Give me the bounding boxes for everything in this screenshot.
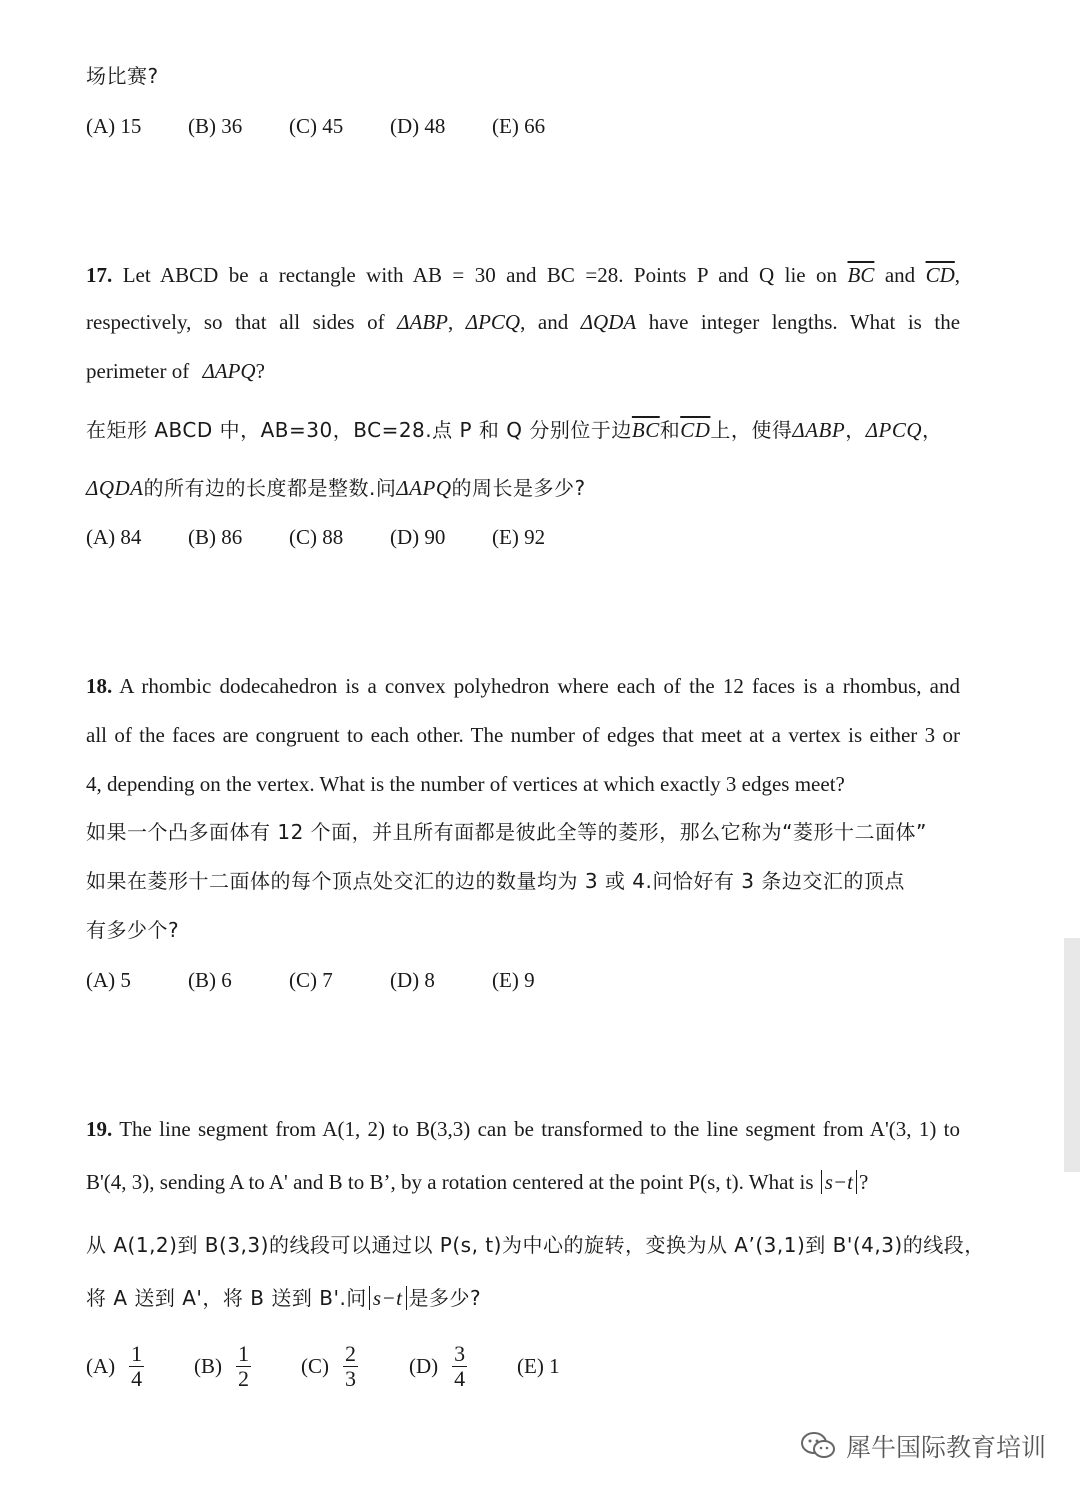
- q18-cn-line-3: 有多少个?: [86, 918, 180, 942]
- q19-option-b-numerator: 1: [238, 1340, 249, 1366]
- q17-number: 17.: [86, 263, 113, 287]
- q17-cn-he: 和: [659, 418, 681, 442]
- q19-en-text-2: B'(4, 3), sending A to A' and B to B’, by a rotation centered at the point P(s, t). What is: [86, 1170, 814, 1194]
- q17-and-2: , and: [520, 310, 569, 334]
- wechat-icon: [800, 1431, 836, 1461]
- q18-option-a: (A) 5: [86, 968, 131, 992]
- q18-en-line-1: [86, 672, 960, 700]
- q17-en-text-2a: respectively, so that all sides of: [86, 310, 385, 334]
- q17-en-line-3: [86, 357, 265, 385]
- q17-cn-line-1: 在矩形 ABCD 中，AB=30，BC=28.点 P 和 Q 分别位于边$\overline{BC}$和$\overline{CD}$上，使得ΔABP，ΔPCQ，: [86, 418, 943, 442]
- q17-option-d: (D) 90: [390, 525, 446, 549]
- q17-cn-triangle-qda: ΔQDA: [86, 476, 144, 500]
- q17-cn-triangle-pcq: ΔPCQ: [865, 418, 923, 442]
- q16-option-b: (B) 36: [188, 114, 243, 138]
- q19-option-c-label: (C): [301, 1354, 329, 1378]
- q19-cn-line-1: 从 A(1,2)到 B(3,3)的线段可以通过以 P(s, t)为中心的旋转，变换为从 A’(3,1)到 B'(4,3)的线段，: [86, 1233, 985, 1257]
- q17-cn-line-2: [86, 474, 586, 502]
- q17-en-text-3: perimeter of: [86, 359, 190, 383]
- q19-option-a-denominator: 4: [131, 1365, 143, 1391]
- q17-en-line-2: respectively, so that all sides of ΔABP, ΔPCQ, and ΔQDA have integer lengths. What is the: [86, 310, 961, 334]
- q18-option-b: (B) 6: [188, 968, 232, 992]
- side-scroll-tab[interactable]: [1064, 938, 1080, 1172]
- q19-option-a-label: (A): [86, 1354, 116, 1378]
- q17-option-e: (E) 92: [492, 525, 546, 549]
- q17-en-line-1: [86, 261, 960, 289]
- q19-option-d-denominator: 4: [454, 1365, 466, 1391]
- q17-en-text-2b: have integer lengths. What is the: [648, 310, 961, 334]
- q19-cn-line-2: [86, 1284, 481, 1312]
- q19-cn-abs-expression: s−t: [369, 1286, 407, 1310]
- q17-triangle-qda: ΔQDA: [580, 310, 637, 334]
- q17-cn-segment-bc: $\overline{BC}$: [631, 418, 660, 442]
- q19-option-d-numerator: 3: [454, 1340, 466, 1366]
- q19-cn-text-2b: 是多少?: [408, 1286, 482, 1310]
- q19-option-d: [409, 1338, 467, 1394]
- q19-option-d-fraction: [452, 1342, 467, 1391]
- q17-triangle-abp: ΔABP: [397, 310, 448, 334]
- watermark-text: 犀牛国际教育培训: [845, 1433, 1046, 1462]
- q19-option-c-numerator: 2: [345, 1340, 356, 1366]
- q16-option-d: (D) 48: [390, 114, 446, 138]
- q19-abs-expression: s−t: [821, 1170, 857, 1194]
- q19-cn-text-2a: 将 A 送到 A'，将 B 送到 B'.问: [86, 1286, 367, 1310]
- q18-option-d: (D) 8: [390, 968, 435, 992]
- q17-cn-text-2a: 的所有边的长度都是整数.问: [143, 476, 397, 500]
- q19-en-line-2: [86, 1168, 868, 1196]
- q18-number: 18.: [86, 674, 113, 698]
- q17-cn-triangle-abp: ΔABP: [792, 418, 846, 442]
- q17-triangle-pcq: ΔPCQ: [465, 310, 521, 334]
- q18-en-text-1: A rhombic dodecahedron is a convex polyhedron where each of the 12 faces is a rhombus, and: [119, 674, 960, 698]
- q19-en-line-1: [86, 1115, 960, 1143]
- q19-qmark: ?: [858, 1170, 869, 1194]
- q18-en-line-2: all of the faces are congruent to each other. The number of edges that meet at a vertex is either 3 or: [86, 723, 960, 747]
- q16-option-c: (C) 45: [289, 114, 344, 138]
- q19-en-text-1: The line segment from A(1, 2) to B(3,3) can be transformed to the line segment from A'(3, 1) to: [119, 1117, 960, 1141]
- q17-segment-bc: $\overline{BC}$: [847, 263, 875, 287]
- q17-cn-text-2b: 的周长是多少?: [451, 476, 586, 500]
- q16-option-a: (A) 15: [86, 114, 142, 138]
- q18-option-e: (E) 9: [492, 968, 535, 992]
- q17-option-c: (C) 88: [289, 525, 344, 549]
- q19-option-e-label: (E) 1: [517, 1354, 560, 1378]
- q18-option-c: (C) 7: [289, 968, 333, 992]
- q17-cn-text-1b: 上，使得: [710, 418, 793, 442]
- q19-number: 19.: [86, 1117, 113, 1141]
- q19-option-b-fraction: [236, 1342, 251, 1391]
- q17-comma: ,: [954, 263, 961, 287]
- q17-cn-triangle-apq: ΔAPQ: [396, 476, 452, 500]
- q17-option-b: (B) 86: [188, 525, 243, 549]
- q19-option-d-label: (D): [409, 1354, 439, 1378]
- q18-cn-line-1: 如果一个凸多面体有 12 个面，并且所有面都是彼此全等的菱形，那么它称为“菱形十二面体”: [86, 820, 927, 844]
- q17-en-text-1: Let ABCD be a rectangle with AB = 30 and BC =28. Points P and Q lie on: [122, 263, 838, 287]
- q19-option-c-denominator: 3: [345, 1365, 356, 1391]
- watermark: [800, 1428, 1046, 1464]
- q19-option-c-fraction: [343, 1342, 358, 1391]
- q19-option-a: [86, 1338, 144, 1394]
- q19-option-a-fraction: [129, 1342, 144, 1391]
- q19-option-c: [301, 1338, 358, 1394]
- q19-option-b-label: (B): [194, 1354, 222, 1378]
- q18-en-line-3: 4, depending on the vertex. What is the number of vertices at which exactly 3 edges meet?: [86, 772, 845, 796]
- q19-option-b-denominator: 2: [238, 1365, 249, 1391]
- q17-option-a: (A) 84: [86, 525, 142, 549]
- q17-cn-text-1: 在矩形 ABCD 中，AB=30，BC=28.点 P 和 Q 分别位于边: [86, 418, 632, 442]
- q16-tail: 场比赛?: [86, 64, 159, 88]
- q19-option-a-numerator: 1: [131, 1340, 143, 1366]
- q19-option-b: [194, 1338, 251, 1394]
- q19-option-e: [517, 1338, 560, 1394]
- q17-triangle-apq: ΔAPQ: [202, 359, 256, 383]
- q17-cn-segment-cd: $\overline{CD}$: [680, 418, 711, 442]
- q18-cn-line-2: 如果在菱形十二面体的每个顶点处交汇的边的数量均为 3 或 4.问恰好有 3 条边交汇的顶点: [86, 869, 905, 893]
- q17-and: and: [884, 263, 916, 287]
- q16-option-e: (E) 66: [492, 114, 546, 138]
- q17-segment-cd: $\overline{CD}$: [925, 263, 955, 287]
- q17-qmark: ?: [255, 359, 265, 383]
